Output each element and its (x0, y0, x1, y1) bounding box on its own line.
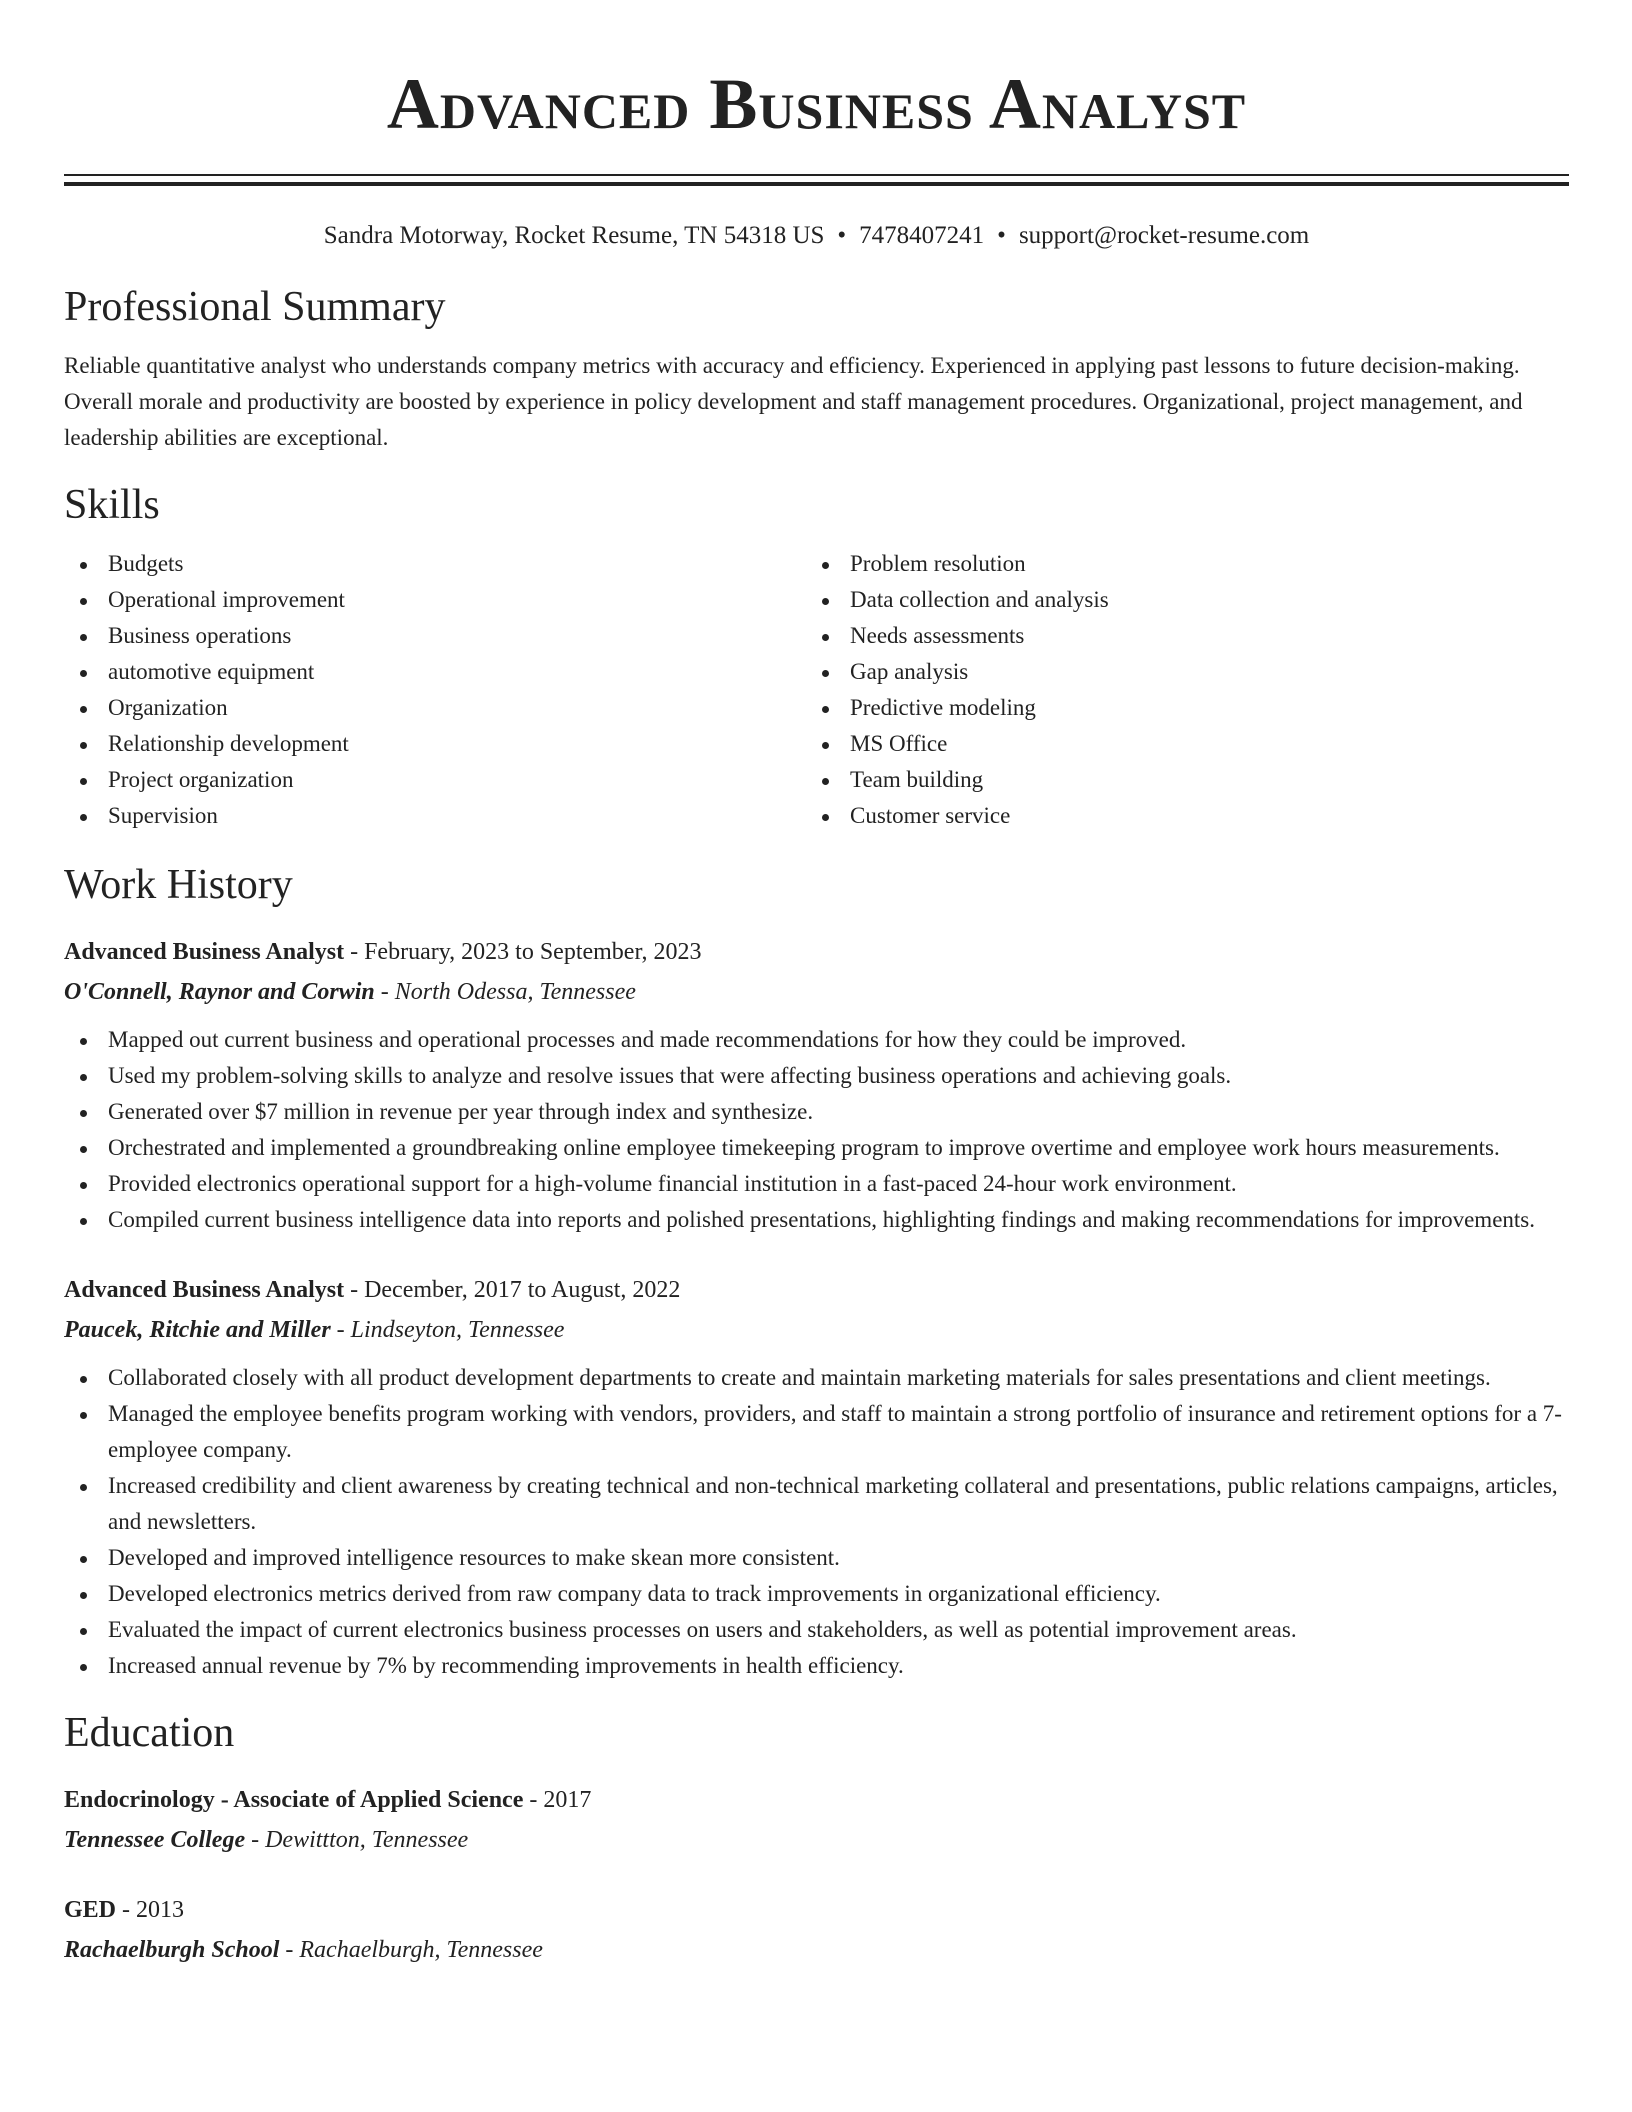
job-bullet: Increased annual revenue by 7% by recommending improvements in health efficiency. (64, 1648, 1569, 1684)
job-bullet: Used my problem-solving skills to analyze and resolve issues that were affecting business operations and achieving goals. (64, 1058, 1569, 1094)
education-degree-line (64, 1890, 1569, 1930)
title-divider-thick (64, 182, 1569, 186)
skills-heading: Skills (64, 482, 160, 528)
job-company-line (64, 972, 1569, 1012)
job-bullet: Evaluated the impact of current electronics business processes on users and stakeholders, as well as potential improvement areas. (64, 1612, 1569, 1648)
education-year: - 2017 (523, 1787, 592, 1813)
job-bullets (64, 1360, 1569, 1684)
job-dates: - December, 2017 to August, 2022 (344, 1277, 681, 1303)
contact-phone: 7478407241 (859, 222, 985, 249)
skills-column-left (64, 546, 806, 834)
job-entry (64, 1270, 1569, 1684)
skill-item: Predictive modeling (806, 690, 1548, 726)
job-bullet: Generated over $7 million in revenue per year through index and synthesize. (64, 1094, 1569, 1130)
education-school-line (64, 1820, 1569, 1860)
education-heading: Education (64, 1710, 235, 1756)
education-school-line (64, 1930, 1569, 1970)
skill-item: Supervision (64, 798, 806, 834)
job-title: Advanced Business Analyst (64, 1277, 345, 1303)
education-location: - Dewittton, Tennessee (245, 1827, 469, 1853)
education-year: - 2013 (116, 1897, 185, 1923)
education-entry (64, 1780, 1569, 1860)
contact-line (64, 220, 1569, 252)
resume-page (64, 0, 1569, 1970)
job-title-line (64, 932, 1569, 972)
job-bullet: Compiled current business intelligence data into reports and polished presentations, highlighting findings and making recommendations for improvements. (64, 1202, 1569, 1238)
skill-item: Gap analysis (806, 654, 1548, 690)
job-bullet: Managed the employee benefits program working with vendors, providers, and staff to maintain a strong portfolio of insurance and retirement options for a 7-employee company. (64, 1396, 1569, 1468)
job-location: - North Odessa, Tennessee (374, 979, 636, 1005)
skill-item: Budgets (64, 546, 806, 582)
job-company: Paucek, Ritchie and Miller (64, 1317, 331, 1343)
skill-item: Operational improvement (64, 582, 806, 618)
job-title: Advanced Business Analyst (64, 939, 345, 965)
education-degree: Endocrinology - Associate of Applied Science (64, 1787, 524, 1813)
skill-item: Business operations (64, 618, 806, 654)
skill-item: Customer service (806, 798, 1548, 834)
skill-item: MS Office (806, 726, 1548, 762)
skills-column-right (806, 546, 1548, 834)
summary-text: Reliable quantitative analyst who understands company metrics with accuracy and efficiency. Experienced in applying past lessons to future decision-making. Overall morale and productivity are boosted by experience in policy development and staff management procedures. Organizational, project management, and leadership abilities are exceptional. (64, 353, 1523, 450)
job-company-line (64, 1310, 1569, 1350)
contact-separator: • (837, 222, 847, 249)
education-entry (64, 1890, 1569, 1970)
skill-item: Team building (806, 762, 1548, 798)
job-bullet: Mapped out current business and operational processes and made recommendations for how they could be improved. (64, 1022, 1569, 1058)
skills-list (64, 546, 1569, 834)
resume-title: Advanced Business Analyst (386, 64, 1247, 144)
education-degree-line (64, 1780, 1569, 1820)
job-bullets (64, 1022, 1569, 1238)
education-location: - Rachaelburgh, Tennessee (279, 1937, 543, 1963)
job-bullet: Increased credibility and client awareness by creating technical and non-technical marketing collateral and presentations, public relations campaigns, articles, and newsletters. (64, 1468, 1569, 1540)
education-degree: GED (64, 1897, 117, 1923)
job-dates: - February, 2023 to September, 2023 (344, 939, 702, 965)
skill-item: Data collection and analysis (806, 582, 1548, 618)
job-company: O'Connell, Raynor and Corwin (64, 979, 375, 1005)
job-location: - Lindseyton, Tennessee (330, 1317, 565, 1343)
job-bullet: Developed electronics metrics derived from raw company data to track improvements in organizational efficiency. (64, 1576, 1569, 1612)
contact-separator: • (997, 222, 1006, 249)
job-bullet: Orchestrated and implemented a groundbreaking online employee timekeeping program to improve overtime and employee work hours measurements. (64, 1130, 1569, 1166)
job-bullet: Provided electronics operational support for a high-volume financial institution in a fast-paced 24-hour work environment. (64, 1166, 1569, 1202)
job-entry (64, 932, 1569, 1238)
education-school: Rachaelburgh School (64, 1937, 280, 1963)
skill-item: Needs assessments (806, 618, 1548, 654)
summary-heading: Professional Summary (64, 284, 446, 330)
skill-item: automotive equipment (64, 654, 806, 690)
contact-address: Sandra Motorway, Rocket Resume, TN 54318 US (323, 222, 825, 249)
skill-item: Problem resolution (806, 546, 1548, 582)
work-history-heading: Work History (64, 862, 293, 908)
job-bullet: Collaborated closely with all product development departments to create and maintain marketing materials for sales presentations and client meetings. (64, 1360, 1569, 1396)
job-bullet: Developed and improved intelligence resources to make skean more consistent. (64, 1540, 1569, 1576)
education-school: Tennessee College (64, 1827, 246, 1853)
skill-item: Project organization (64, 762, 806, 798)
contact-email: support@rocket-resume.com (1018, 222, 1310, 249)
skill-item: Relationship development (64, 726, 806, 762)
skill-item: Organization (64, 690, 806, 726)
job-title-line (64, 1270, 1569, 1310)
title-divider-thin (64, 174, 1569, 176)
